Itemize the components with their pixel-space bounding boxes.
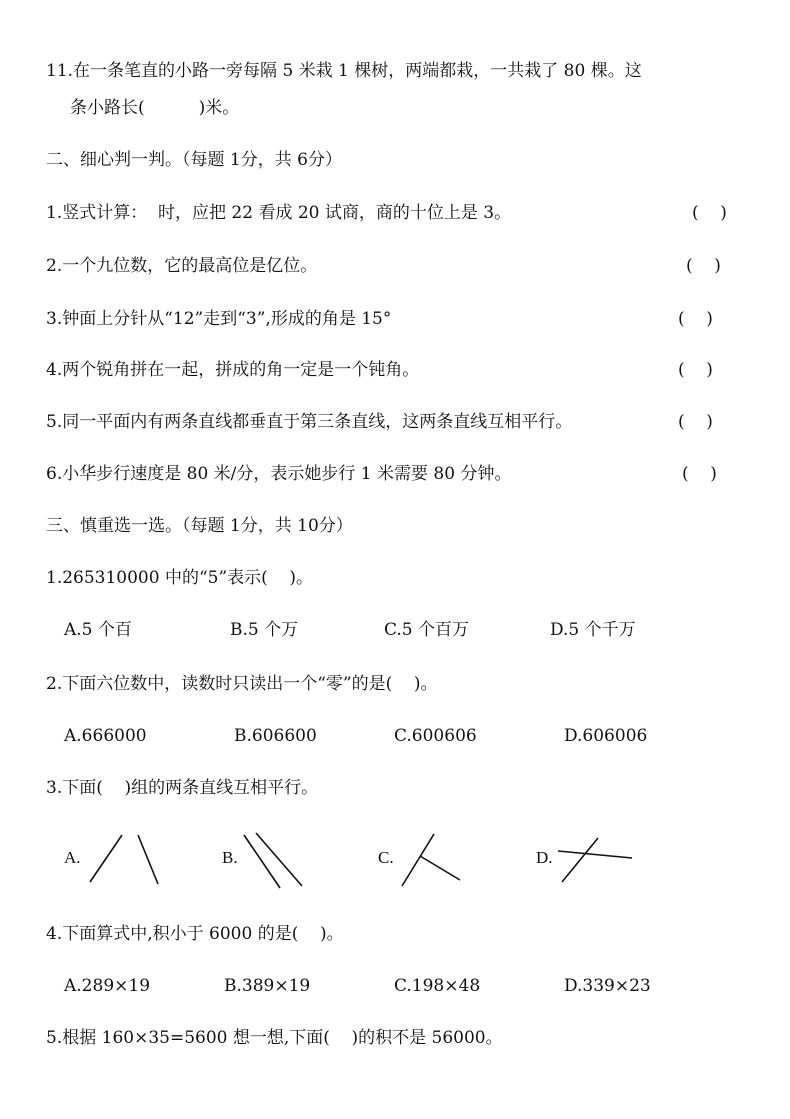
choice-q2-stem: 2.下面六位数中，读数时只读出一个“零”的是( )。 <box>46 674 438 694</box>
judge-blank-2[interactable]: ( ) <box>686 256 721 276</box>
choice-q1-option-b[interactable]: B.5 个万 <box>230 620 299 640</box>
choice-q5-stem: 5.根据 160×35=5600 想一想,下面( )的积不是 56000。 <box>46 1028 503 1048</box>
choice-q2-option-a[interactable]: A.666000 <box>64 726 147 746</box>
judge-item-5: 5.同一平面内有两条直线都垂直于第三条直线，这两条直线互相平行。 <box>46 412 573 432</box>
choice-q2-option-d[interactable]: D.606006 <box>564 726 648 746</box>
choice-q4-stem: 4.下面算式中,积小于 6000 的是( )。 <box>46 924 344 944</box>
section2-title: 二、细心判一判。（每题 1分，共 6分） <box>46 150 342 170</box>
judge-item-3: 3.钟面上分针从“12”走到“3”,形成的角是 15° <box>46 309 392 329</box>
choice-q4-option-c[interactable]: C.198×48 <box>394 976 481 996</box>
judge-item-4: 4.两个锐角拼在一起，拼成的角一定是一个钝角。 <box>46 360 420 380</box>
choice-q1-option-c[interactable]: C.5 个百万 <box>384 620 470 640</box>
q11-line2: 条小路长( )米。 <box>70 98 240 118</box>
judge-blank-4[interactable]: ( ) <box>678 360 713 380</box>
choice-q2-option-b[interactable]: B.606600 <box>234 726 317 746</box>
judge-blank-5[interactable]: ( ) <box>678 412 713 432</box>
figure-label-b: B. <box>222 848 238 867</box>
judge-blank-3[interactable]: ( ) <box>678 309 713 329</box>
figure-a-lines <box>60 830 170 890</box>
figure-option-b[interactable] <box>220 830 320 890</box>
judge-item-1: 1.竖式计算： 时，应把 22 看成 20 试商，商的十位上是 3。 <box>46 203 512 223</box>
section3-title: 三、慎重选一选。（每题 1分，共 10分） <box>46 516 353 536</box>
figure-label-a: A. <box>64 848 81 867</box>
choice-q2-option-c[interactable]: C.600606 <box>394 726 477 746</box>
choice-q1-option-a[interactable]: A.5 个百 <box>64 620 132 640</box>
judge-item-2: 2.一个九位数，它的最高位是亿位。 <box>46 256 318 276</box>
choice-q1-option-d[interactable]: D.5 个千万 <box>550 620 636 640</box>
figure-label-d: D. <box>536 848 553 867</box>
figure-c-lines <box>376 830 476 890</box>
figure-option-c[interactable] <box>376 830 476 890</box>
choice-q1-stem: 1.265310000 中的“5”表示( )。 <box>46 568 314 588</box>
judge-blank-1[interactable]: ( ) <box>692 203 727 223</box>
figure-option-a[interactable] <box>60 830 170 890</box>
choice-q3-stem: 3.下面( )组的两条直线互相平行。 <box>46 778 319 798</box>
choice-q4-option-d[interactable]: D.339×23 <box>564 976 651 996</box>
choice-q4-option-a[interactable]: A.289×19 <box>64 976 151 996</box>
figure-label-c: C. <box>378 848 394 867</box>
judge-blank-6[interactable]: ( ) <box>682 464 717 484</box>
figure-d-lines <box>534 830 644 890</box>
choice-q4-option-b[interactable]: B.389×19 <box>224 976 311 996</box>
figure-option-d[interactable] <box>534 830 644 890</box>
q11-line1: 11.在一条笔直的小路一旁每隔 5 米栽 1 棵树，两端都栽，一共栽了 80 棵。这 <box>46 61 642 81</box>
figure-b-lines <box>220 830 320 890</box>
judge-item-6: 6.小华步行速度是 80 米/分，表示她步行 1 米需要 80 分钟。 <box>46 464 512 484</box>
